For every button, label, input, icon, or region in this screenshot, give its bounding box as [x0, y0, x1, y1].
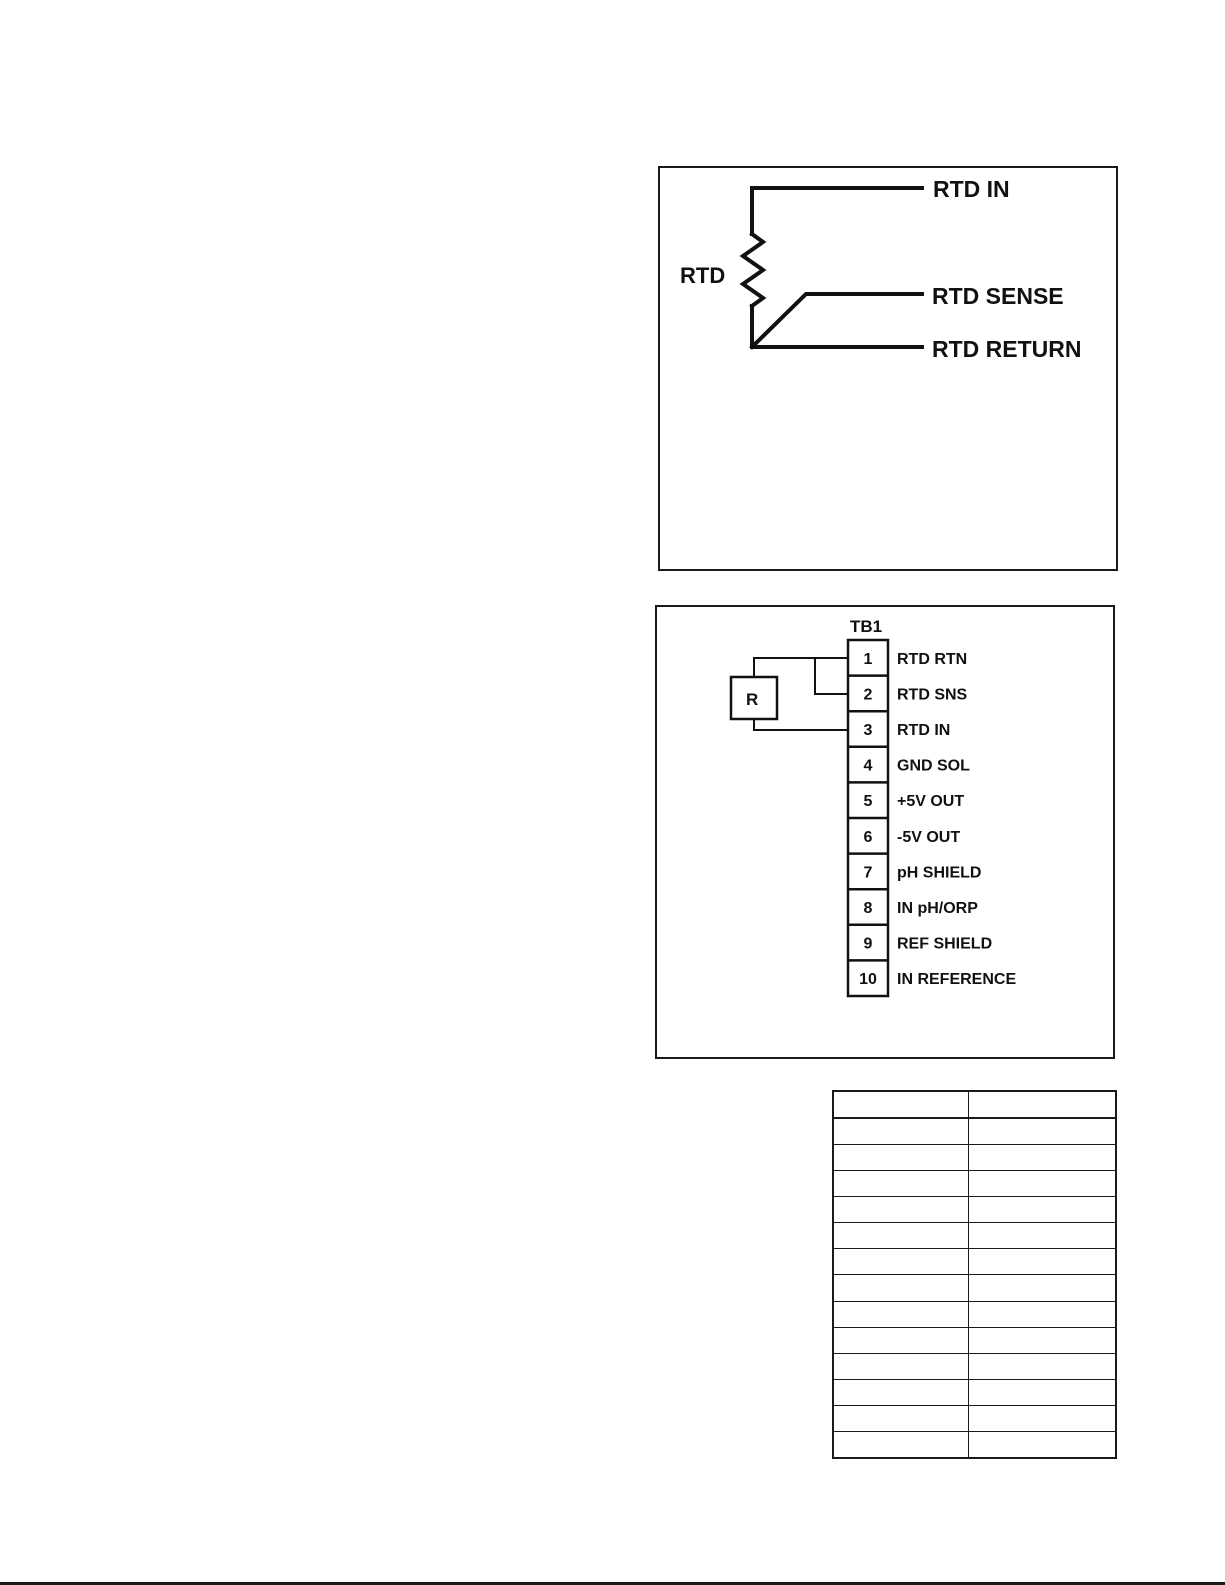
table-cell-left — [833, 1223, 969, 1249]
table-cell-right — [969, 1327, 1117, 1353]
table-cell-left — [833, 1327, 969, 1353]
terminal-label: REF SHIELD — [897, 935, 993, 953]
test-resistor-label: R — [746, 690, 759, 709]
blank-table — [832, 1090, 1117, 1459]
table-cell-right — [969, 1171, 1117, 1197]
table-cell-left — [833, 1353, 969, 1379]
terminal-number: 6 — [863, 828, 873, 846]
jumper-rtn-sns — [815, 658, 848, 694]
rtd-sense-label: RTD SENSE — [932, 283, 1064, 309]
table-row — [833, 1431, 1116, 1458]
terminal-number: 2 — [863, 686, 873, 704]
table-row — [833, 1197, 1116, 1223]
terminal-number: 3 — [863, 722, 873, 739]
resistor-wire-top — [754, 658, 848, 677]
terminal-label: RTD RTN — [897, 650, 968, 668]
terminal-diagram-svg — [657, 607, 1113, 1057]
table-cell-left — [833, 1379, 969, 1405]
table-row — [833, 1353, 1116, 1379]
table-row — [833, 1223, 1116, 1249]
terminal-label: IN REFERENCE — [897, 971, 1017, 989]
table-cell-right — [969, 1431, 1117, 1458]
table-cell-right — [969, 1223, 1117, 1249]
table-cell-left — [833, 1118, 969, 1145]
terminal-number: 5 — [863, 793, 873, 811]
table-row — [833, 1145, 1116, 1171]
table-cell-left — [833, 1431, 969, 1458]
table-cell-right — [969, 1091, 1117, 1118]
terminal-number: 8 — [863, 900, 873, 917]
terminal-number: 9 — [863, 935, 873, 953]
table-row — [833, 1301, 1116, 1327]
rtd-in-wire — [752, 188, 922, 234]
terminal-number: 1 — [863, 650, 873, 668]
table-cell-left — [833, 1301, 969, 1327]
table-cell-left — [833, 1171, 969, 1197]
rtd-return-label: RTD RETURN — [932, 336, 1082, 362]
table-cell-left — [833, 1197, 969, 1223]
table-cell-right — [969, 1249, 1117, 1275]
resistor-wire-bottom — [754, 719, 848, 730]
table-cell-right — [969, 1197, 1117, 1223]
rtd-in-label: RTD IN — [933, 176, 1010, 202]
table-cell-right — [969, 1379, 1117, 1405]
table-row — [833, 1275, 1116, 1301]
terminal-label: GND SOL — [897, 757, 970, 775]
table-row — [833, 1405, 1116, 1431]
terminal-label: +5V OUT — [897, 793, 965, 811]
table-row — [833, 1171, 1116, 1197]
table-cell-left — [833, 1275, 969, 1301]
rtd-resistor-label: RTD — [680, 263, 726, 288]
table-cell-left — [833, 1249, 969, 1275]
table-row — [833, 1379, 1116, 1405]
table-cell-right — [969, 1353, 1117, 1379]
table-row — [833, 1118, 1116, 1145]
tb1-title: TB1 — [850, 617, 883, 636]
rtd-return-wire — [752, 306, 922, 347]
table-row — [833, 1091, 1116, 1118]
table-cell-left — [833, 1091, 969, 1118]
terminal-block-diagram — [655, 605, 1115, 1059]
terminal-number: 4 — [863, 757, 873, 775]
rtd-wiring-diagram — [658, 166, 1118, 571]
table-cell-right — [969, 1118, 1117, 1145]
terminal-number: 10 — [859, 971, 877, 989]
rtd-resistor-zigzag — [743, 234, 763, 306]
table-cell-right — [969, 1145, 1117, 1171]
table-row — [833, 1327, 1116, 1353]
rtd-diagram-svg — [660, 168, 1116, 569]
terminal-label: -5V OUT — [897, 828, 961, 846]
table-cell-left — [833, 1145, 969, 1171]
rtd-sense-wire — [752, 294, 922, 347]
table-cell-right — [969, 1301, 1117, 1327]
terminal-number: 7 — [863, 864, 873, 882]
table-row — [833, 1249, 1116, 1275]
table-cell-right — [969, 1275, 1117, 1301]
terminal-label: RTD SNS — [897, 686, 968, 704]
terminal-label: IN pH/ORP — [897, 900, 978, 917]
table-cell-right — [969, 1405, 1117, 1431]
terminal-label: pH SHIELD — [897, 864, 982, 882]
terminal-label: RTD IN — [897, 722, 951, 739]
table-cell-left — [833, 1405, 969, 1431]
